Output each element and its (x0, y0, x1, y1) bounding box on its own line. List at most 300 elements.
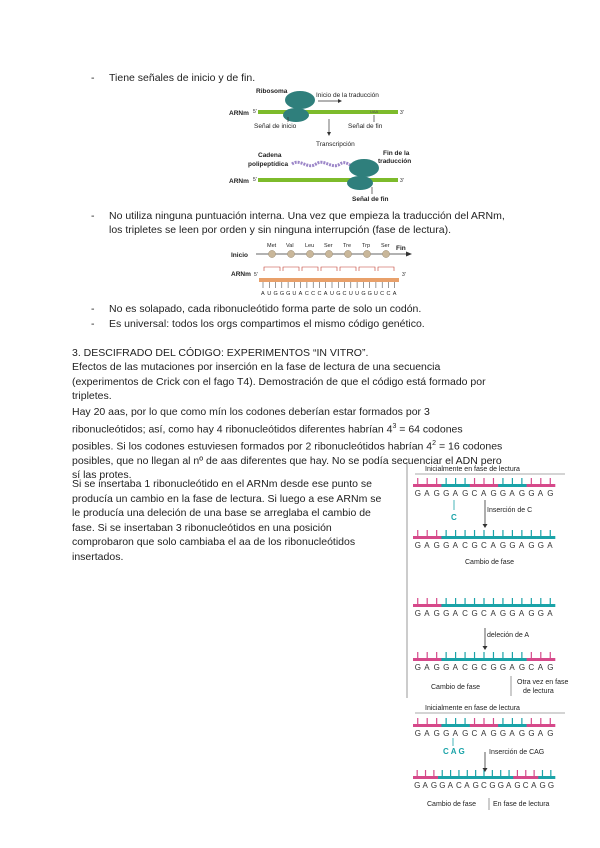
strand-letter: G (472, 781, 479, 790)
strand-segment (432, 658, 442, 661)
section-title: 3. DESCIFRADO DEL CÓDIGO: EXPERIMENTOS “IN VITRO”. (72, 347, 369, 359)
strand-segment (489, 604, 499, 607)
polypeptide-chain (292, 162, 356, 168)
amino-acid-bead (325, 250, 332, 257)
strand-segment (527, 604, 537, 607)
strand-letter: A (452, 729, 458, 738)
strand-letter: G (547, 489, 554, 498)
insertion-cag-label: Inserción de CAG (489, 749, 545, 756)
strand-letter: G (414, 781, 421, 790)
nucleotide-letter: G (279, 291, 285, 297)
insertion-c-label: Inserción de C (487, 507, 533, 514)
amino-acid-bead (306, 250, 313, 257)
strand-letter: G (433, 609, 440, 618)
mrna-label: ARNm (231, 271, 251, 278)
bullet-text-line-2: los tripletes se leen por orden y sin ninguna interrupción (fase de lectura). (109, 224, 452, 236)
paragraph-line: Si se insertaba 1 ribonucleótido en el ARNm desde ese punto se (72, 478, 373, 490)
strand-letter: A (531, 781, 537, 790)
strand-letter: C (481, 781, 487, 790)
strand-segment (517, 604, 527, 607)
strand-letter: A (424, 541, 430, 550)
nucleotide-letter: A (298, 291, 303, 297)
strand-letter: A (452, 663, 458, 672)
strand-segment (451, 658, 461, 661)
nucleotide-letter: G (286, 291, 291, 297)
paragraph-line: insertados. (72, 550, 124, 563)
strand-letter: C (481, 541, 487, 550)
strand-letter: A (509, 729, 515, 738)
strand-segment (513, 776, 522, 779)
strand-segment (536, 658, 546, 661)
paragraph-line: Hay 20 aas, por lo que como mín los codones deberían estar formados por 3 (72, 406, 430, 418)
strand-letter: A (452, 489, 458, 498)
strand-segment (421, 776, 430, 779)
mrna-strand-2 (258, 178, 398, 182)
strand-letter: G (414, 609, 421, 618)
strand-segment (413, 484, 423, 487)
inserted-cag: CAG (443, 747, 467, 756)
nucleotide-letter: G (273, 291, 278, 297)
codon-brackets (264, 267, 394, 271)
strand-segment (527, 724, 537, 727)
strand-segment (517, 658, 527, 661)
nucleotide-letter: A (323, 291, 328, 297)
paragraph-line: (experimentos de Crick con el fago T4). Demostración de que el código está formado por (72, 375, 486, 388)
strand-letter: C (455, 781, 462, 790)
strand-letter: G (528, 489, 535, 498)
strand-letter: A (447, 781, 453, 790)
strand-letter: C (462, 609, 468, 618)
strand-segment (498, 724, 508, 727)
paragraph-line: producía un cambio en la fase de lectura. Si luego a ese ARNm se (72, 492, 382, 505)
strand-segment (422, 604, 432, 607)
strand-letter: G (528, 541, 535, 550)
text-part: = 16 codones (436, 440, 503, 452)
strand-letter: A (424, 489, 430, 498)
strand-segment (471, 776, 480, 779)
strand-letter: A (464, 781, 470, 790)
reading-frame-diagram (226, 238, 426, 300)
text-part: posibles. Si los codones estuviesen formados por 2 ribonucleótidos habrían 4 (72, 440, 433, 452)
strand-segment (441, 724, 451, 727)
strand-letter: A (490, 541, 496, 550)
five-prime: 5' (253, 109, 257, 115)
chain-label-1: Cadena (258, 152, 282, 159)
strand-segment (530, 776, 539, 779)
strand-segment (508, 484, 518, 487)
amino-acid-bead (268, 250, 275, 257)
paragraph-line: fase. Si se insertaban 3 ribonucleótidos en una posición (72, 521, 332, 534)
strand-letter: G (490, 489, 497, 498)
strand-segment (432, 484, 442, 487)
strand-segment (451, 484, 461, 487)
ribosome-large-subunit (285, 91, 315, 109)
nucleotide-letter: U (373, 291, 378, 297)
strand-letter: G (462, 729, 469, 738)
text-part: = 64 codones (396, 423, 463, 435)
title-top: Inicialmente en fase de lectura (425, 466, 520, 473)
ribosome-large-subunit-2 (349, 159, 379, 177)
mrna-bar (259, 278, 399, 282)
amino-acid-bead (363, 250, 370, 257)
nucleotide-letter: A (392, 291, 397, 297)
nucleotide-letter: C (380, 291, 385, 297)
strand-segment (536, 484, 546, 487)
strand-segment (489, 484, 499, 487)
strand-segment (527, 536, 537, 539)
strand-segment (460, 724, 470, 727)
strand-letter: A (509, 489, 515, 498)
strand-letter: G (518, 729, 526, 738)
strand-letter: A (509, 663, 515, 672)
strand-letter: A (424, 663, 430, 672)
paragraph-crick-experiment (72, 477, 407, 564)
paragraph-line: le producía una deleción de una base se arreglaba el cambio de (72, 507, 371, 519)
strand-letter: C (462, 541, 468, 550)
strand-letter: G (414, 663, 421, 672)
nucleotide-letter: C (386, 291, 391, 297)
strand-segment (470, 604, 480, 607)
end-label-2: traducción (378, 158, 412, 165)
strand-letter: A (537, 663, 544, 672)
strand-segment (470, 724, 480, 727)
strand-letter: A (490, 609, 496, 618)
strand-letter: A (518, 609, 525, 618)
amino-acid-label: Trp (362, 243, 371, 249)
strand-letter: G (414, 489, 421, 498)
nucleotide-letter: U (292, 291, 297, 297)
strand-letter: G (433, 663, 440, 672)
bullet-universal (91, 317, 551, 331)
strand-segment (546, 536, 556, 539)
strand-segment (451, 536, 461, 539)
five-prime-2: 5' (253, 177, 257, 183)
amino-acid-chain (267, 243, 390, 258)
strand-segment (517, 724, 527, 727)
paragraph-line (72, 420, 562, 437)
strand-segment (517, 484, 527, 487)
strand-letter: A (452, 541, 458, 550)
paragraph-line: Efectos de las mutaciones por inserción en la fase de lectura de una secuencia (72, 361, 441, 373)
direction-arrow-head (338, 99, 342, 103)
codon-bracket (378, 267, 394, 271)
frameshift-panels (407, 462, 565, 810)
step-arrow-head (483, 646, 488, 650)
strand-segment (479, 484, 489, 487)
strand-letter: G (490, 729, 497, 738)
strand-letter: A (537, 729, 544, 738)
strand-letter: G (471, 609, 478, 618)
end-label: Fin (396, 245, 406, 252)
strand-segment (522, 776, 531, 779)
transcription-label: Transcripción (316, 141, 355, 148)
strand-letter: G (414, 541, 421, 550)
strand-letter: A (547, 541, 553, 550)
strand-segment (470, 658, 480, 661)
strand-segment (498, 604, 508, 607)
strand-segment (508, 604, 518, 607)
strand-letter: G (430, 781, 438, 790)
strand-letter: G (499, 541, 507, 550)
translation-diagram (226, 84, 426, 206)
title-bottom: Inicialmente en fase de lectura (425, 705, 520, 712)
strand-letter: G (443, 609, 450, 618)
strand-letter: A (481, 489, 487, 498)
strand-letter: A (547, 609, 553, 618)
strand-letter: G (547, 729, 554, 738)
strand-letter: C (481, 609, 487, 618)
strand-segment (489, 724, 499, 727)
strand-segment (547, 776, 556, 779)
strand-letter: G (537, 609, 545, 618)
strand-letter: A (422, 781, 428, 790)
strand-letter: A (424, 609, 430, 618)
inserted-c: C (451, 513, 457, 522)
strand-letter: C (522, 781, 529, 790)
paragraph-line (72, 437, 562, 454)
ribosome-small-subunit-2 (347, 176, 373, 190)
ribosome-label: Ribosoma (256, 88, 288, 95)
strand-segment (479, 536, 489, 539)
nucleotide-letter: U (330, 291, 334, 297)
deletion-a-label: deleción de A (487, 632, 530, 639)
strand-segment (441, 658, 451, 661)
strand-letter: G (471, 541, 478, 550)
strand-letter: G (499, 663, 507, 672)
paragraph-line: posibles, que no llegan al nº de aas diferentes que hay. No se podía secuenciar el ADN pero (72, 454, 502, 467)
chain-arrow-head (406, 252, 412, 257)
strand-segment (517, 536, 527, 539)
step-arrow-head (483, 524, 488, 528)
strand-segment (489, 658, 499, 661)
codon-bracket (359, 267, 375, 271)
bullet-dash: - (91, 210, 95, 222)
strand-letter: A (537, 489, 544, 498)
strand-segment (498, 484, 508, 487)
strand-segment (497, 776, 506, 779)
codon-bracket (264, 267, 280, 271)
strand-segment (463, 776, 472, 779)
strand-segment (422, 484, 432, 487)
amino-acid-label: Met (267, 243, 277, 249)
strand-letter: A (481, 729, 487, 738)
amino-acid-bead (344, 250, 351, 257)
bullet-non-overlapping (91, 302, 551, 316)
codon-bracket (302, 267, 318, 271)
paragraph-line: sí las protes. (72, 469, 132, 481)
bullet-text-line-1: No utiliza ninguna puntuación interna. Una vez que empieza la traducción del ARNm, (109, 210, 505, 222)
strand-segment (508, 724, 518, 727)
strand-segment (489, 536, 499, 539)
strand-letter: A (506, 781, 512, 790)
change-label-1: Cambio de fase (465, 559, 515, 566)
amino-acid-label: Leu (305, 243, 315, 249)
codon-bracket (340, 267, 356, 271)
strand-segment (460, 536, 470, 539)
nucleotide-letter: C (342, 291, 347, 297)
strand-letter: G (439, 781, 446, 790)
nucleotide-letter: C (317, 291, 322, 297)
nucleotide-letter: G (361, 291, 366, 297)
strand-letter: G (537, 541, 545, 550)
strand-segment (422, 724, 432, 727)
start-label: Inicio (231, 252, 248, 259)
end-label-1: Fin de la (383, 150, 410, 157)
amino-acid-bead (382, 250, 389, 257)
text-part: ribonucleótidos; así, como hay 4 ribonucleótidos diferentes habrían 4 (72, 423, 393, 435)
strand-letter: G (471, 663, 478, 672)
strand-letter: G (499, 489, 507, 498)
paragraph-line: comprobaron que solo cambiaba el aa de los ribonucleótidos (72, 536, 356, 548)
codon-bracket (321, 267, 337, 271)
strand-letter: G (547, 663, 554, 672)
strand-segment (508, 658, 518, 661)
strand-segment (413, 536, 423, 539)
strand-segment (441, 536, 451, 539)
strand-letter: G (490, 663, 497, 672)
strand-letter: C (471, 729, 478, 738)
strand-letter: G (509, 541, 516, 550)
strand-letter: G (443, 489, 450, 498)
bullet-dash: - (91, 303, 95, 315)
strand-segment (446, 776, 455, 779)
strand-segment (479, 658, 489, 661)
bullet-signals (91, 71, 551, 85)
start-translation-label: Inicio de la traducción (316, 92, 379, 99)
strand-segment (479, 604, 489, 607)
strand-letter: G (462, 489, 469, 498)
strand-segment (527, 484, 537, 487)
back-label-1: Otra vez en fase (517, 679, 569, 686)
strand-segment (422, 536, 432, 539)
nucleotide-letter: U (267, 291, 272, 297)
strand-segment (455, 776, 464, 779)
nucleotide-letter: G (336, 291, 341, 297)
paragraph-line: tripletes. (72, 390, 112, 402)
strand-letter: G (433, 489, 440, 498)
nucleotide-letter: C (304, 291, 309, 297)
strand-segment (546, 724, 556, 727)
strand-letter: A (452, 609, 458, 618)
strand-segment (546, 604, 556, 607)
strand-letter: C (471, 489, 478, 498)
five-prime: 5' (254, 272, 258, 278)
amino-acid-label: Ser (381, 243, 390, 249)
strand-segment (430, 776, 439, 779)
strand-segment (479, 724, 489, 727)
step-arrow-head (483, 768, 488, 772)
superscript: 2 (432, 439, 437, 447)
three-prime: 3' (402, 272, 406, 278)
nucleotide-letter: C (311, 291, 316, 297)
strand-letter: G (499, 609, 507, 618)
strand-letter: G (518, 663, 526, 672)
strand-letter: G (414, 729, 421, 738)
amino-acid-label: Val (286, 243, 294, 249)
strand-letter: G (433, 541, 440, 550)
strand-segment (413, 776, 422, 779)
strand-segment (441, 484, 451, 487)
strand-letter: G (509, 609, 516, 618)
strand-letter: G (433, 729, 440, 738)
strand-letter: G (539, 781, 546, 790)
nucleotide-letter: A (261, 291, 265, 297)
bullet-no-punctuation (91, 209, 561, 239)
strand-letter: G (443, 663, 450, 672)
strand-segment (413, 658, 423, 661)
bullet-text: No es solapado, cada ribonucleótido forma parte de solo un codón. (109, 303, 422, 315)
strand-segment (546, 658, 556, 661)
start-signal-label: Señal de inicio (254, 123, 297, 130)
strand-segment (505, 776, 514, 779)
strand-segment (432, 604, 442, 607)
strand-letter: G (499, 729, 507, 738)
codon-bracket (283, 267, 299, 271)
in-phase-label: En fase de lectura (493, 801, 550, 808)
strand-letter: G (443, 541, 450, 550)
transcription-arrow-head (327, 132, 331, 136)
strand-letter: C (481, 663, 487, 672)
nucleotide-letter: U (348, 291, 353, 297)
strand-letter: G (528, 729, 535, 738)
superscript: 3 (392, 422, 397, 430)
chain-label-2: polipeptídica (248, 161, 289, 168)
strand-segment (498, 536, 508, 539)
strand-segment (413, 724, 423, 727)
strand-segment (432, 724, 442, 727)
strand-letter: G (497, 781, 504, 790)
stop-signal-label: Señal de fin (348, 123, 383, 130)
strand-segment (460, 658, 470, 661)
nucleotide-letter: U (355, 291, 360, 297)
strand-segment (441, 604, 451, 607)
strand-letter: A (518, 541, 525, 550)
strand-segment (498, 658, 508, 661)
nucleotide-letter: G (367, 291, 372, 297)
bullet-dash: - (91, 72, 95, 84)
strand-segment (536, 536, 546, 539)
strand-letter: G (528, 609, 535, 618)
three-prime: 3' (400, 110, 404, 116)
strand-letter: G (518, 489, 526, 498)
strand-segment (527, 658, 537, 661)
strand-segment (470, 484, 480, 487)
mrna-label-2: ARNm (229, 178, 249, 185)
stop-codon-mark: UAA (370, 109, 379, 114)
strand-letter: G (514, 781, 521, 790)
change-label-3: Cambio de fase (427, 801, 477, 808)
strand-segment (438, 776, 447, 779)
change-label-2: Cambio de fase (431, 684, 481, 691)
paragraph-mutations (72, 360, 562, 404)
strand-segment (460, 484, 470, 487)
strand-segment (538, 776, 547, 779)
strand-segment (536, 724, 546, 727)
strand-segment (480, 776, 489, 779)
strand-segment (422, 658, 432, 661)
bullet-dash: - (91, 318, 95, 330)
bullet-text: Tiene señales de inicio y de fin. (109, 72, 256, 84)
amino-acid-label: Tre (343, 243, 352, 249)
stop-signal-label-2: Señal de fin (352, 196, 389, 203)
strand-segment (432, 536, 442, 539)
strand-letter: G (547, 781, 555, 790)
strand-segment (451, 604, 461, 607)
strand-letter: G (489, 781, 496, 790)
mrna-sequence (261, 282, 397, 297)
back-label-2: de lectura (523, 688, 554, 695)
amino-acid-label: Ser (324, 243, 333, 249)
